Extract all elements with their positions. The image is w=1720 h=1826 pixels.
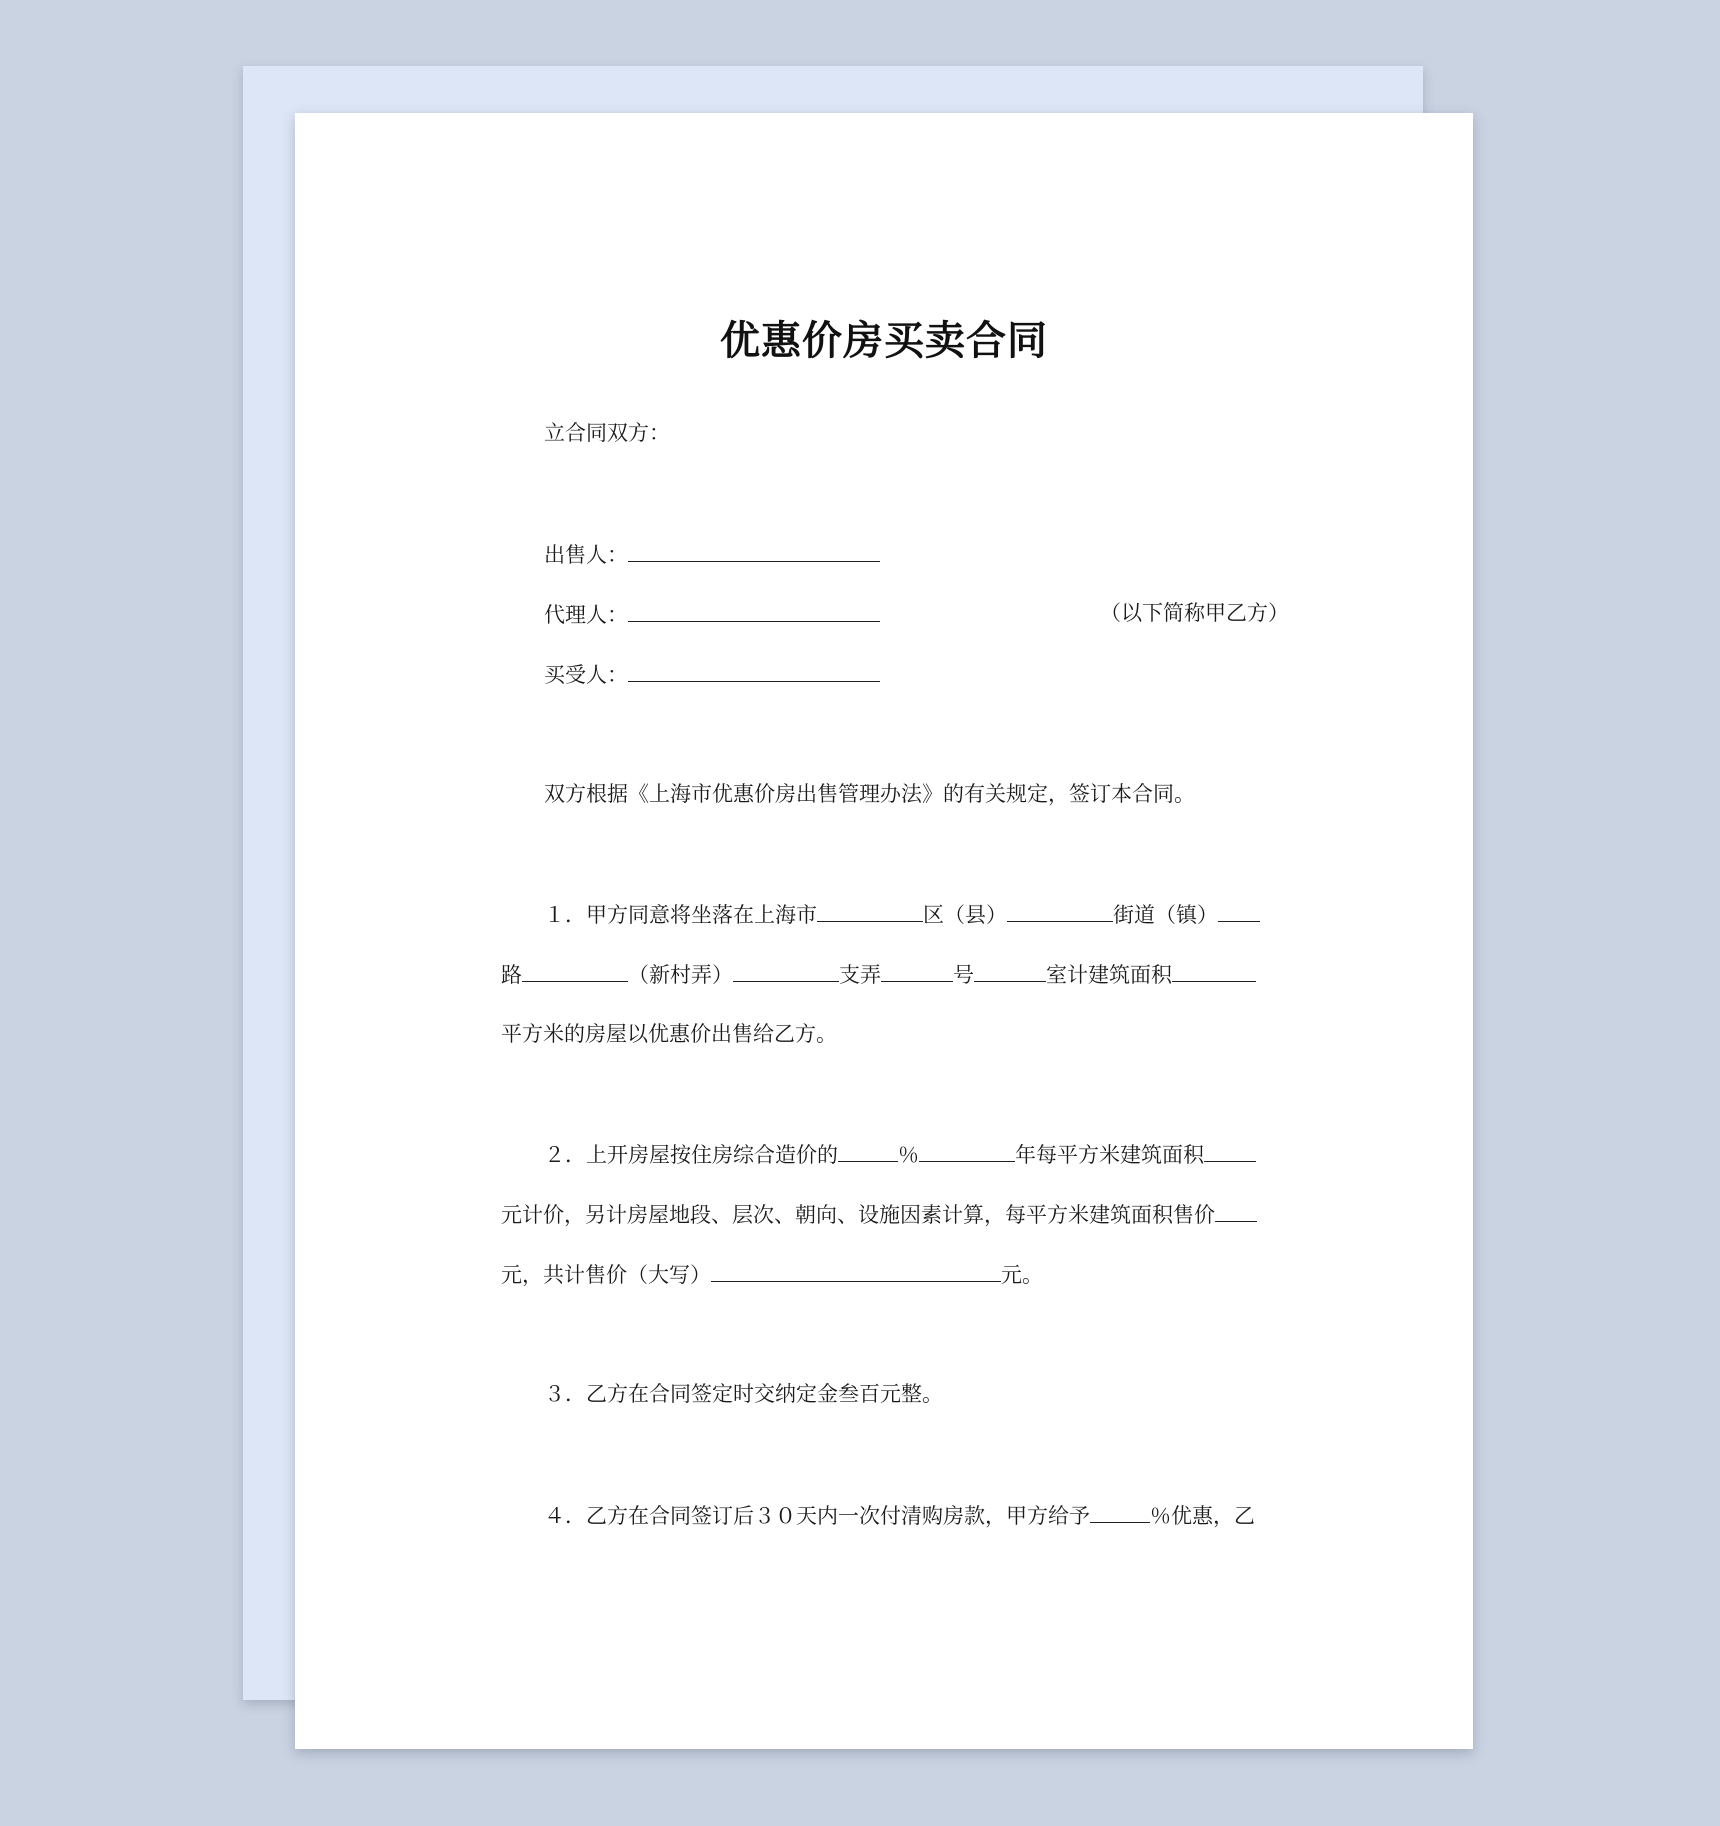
contract-page: [295, 113, 1473, 1749]
clause-1-text: 室计建筑面积: [1046, 963, 1172, 987]
clause-2-line-1: [544, 1139, 1256, 1170]
abbrev-note: （以下简称甲乙方）: [1100, 601, 1289, 625]
clause-1-text: 区（县）: [923, 903, 1007, 927]
lane-blank: [733, 959, 839, 982]
district-blank: [817, 899, 923, 922]
year-blank: [919, 1139, 1015, 1162]
sale-price-blank: [1215, 1199, 1257, 1222]
clause-1-text: 街道（镇）: [1113, 903, 1218, 927]
clause-1-text: 号: [953, 963, 974, 987]
road-name-blank: [522, 959, 628, 982]
parties-label: 立合同双方：: [544, 421, 670, 445]
seller-label: 出售人：: [544, 543, 628, 567]
road-blank: [1218, 899, 1260, 922]
clause-1-line-2: [501, 959, 1256, 990]
clause-1-text: １．甲方同意将坐落在上海市: [544, 903, 817, 927]
clause-2-line-2: [501, 1199, 1257, 1230]
clause-4-line-1: [544, 1500, 1255, 1531]
clause-4-text: ％优惠，乙: [1150, 1504, 1255, 1528]
clause-4-text: ４．乙方在合同签订后３０天内一次付清购房款，甲方给予: [544, 1504, 1090, 1528]
number-blank: [974, 959, 1046, 982]
clause-2-text: ％: [898, 1143, 919, 1167]
agent-label: 代理人：: [544, 603, 628, 627]
sublane-blank: [881, 959, 953, 982]
clause-2-text: ２．上开房屋按住房综合造价的: [544, 1143, 838, 1167]
clause-2-line-3: [501, 1259, 1043, 1290]
total-price-blank: [711, 1259, 1001, 1282]
unit-price-blank: [1204, 1139, 1256, 1162]
percent-blank: [838, 1139, 898, 1162]
buyer-line: [544, 659, 880, 690]
clause-1-text: 支弄: [839, 963, 881, 987]
clause-1-line-1: [544, 899, 1260, 930]
buyer-label: 买受人：: [544, 663, 628, 687]
clause-2-text: 元。: [1001, 1263, 1043, 1287]
street-blank: [1007, 899, 1113, 922]
area-blank: [1172, 959, 1256, 982]
agent-blank: [628, 599, 880, 622]
basis-paragraph: 双方根据《上海市优惠价房出售管理办法》的有关规定，签订本合同。: [544, 782, 1195, 806]
clause-1-text: 路: [501, 963, 522, 987]
document-title: 优惠价房买卖合同: [720, 318, 1048, 364]
clause-1-text: （新村弄）: [628, 963, 733, 987]
clause-2-text: 元，共计售价（大写）: [501, 1263, 711, 1287]
clause-2-text: 年每平方米建筑面积: [1015, 1143, 1204, 1167]
discount-blank: [1090, 1500, 1150, 1523]
clause-2-text: 元计价，另计房屋地段、层次、朝向、设施因素计算，每平方米建筑面积售价: [501, 1203, 1215, 1227]
agent-line: [544, 599, 880, 630]
clause-3: ３．乙方在合同签定时交纳定金叁百元整。: [544, 1382, 943, 1406]
seller-line: [544, 539, 880, 570]
clause-1-line-3: 平方米的房屋以优惠价出售给乙方。: [501, 1022, 837, 1046]
buyer-blank: [628, 659, 880, 682]
seller-blank: [628, 539, 880, 562]
contract-document: [295, 113, 1473, 1749]
